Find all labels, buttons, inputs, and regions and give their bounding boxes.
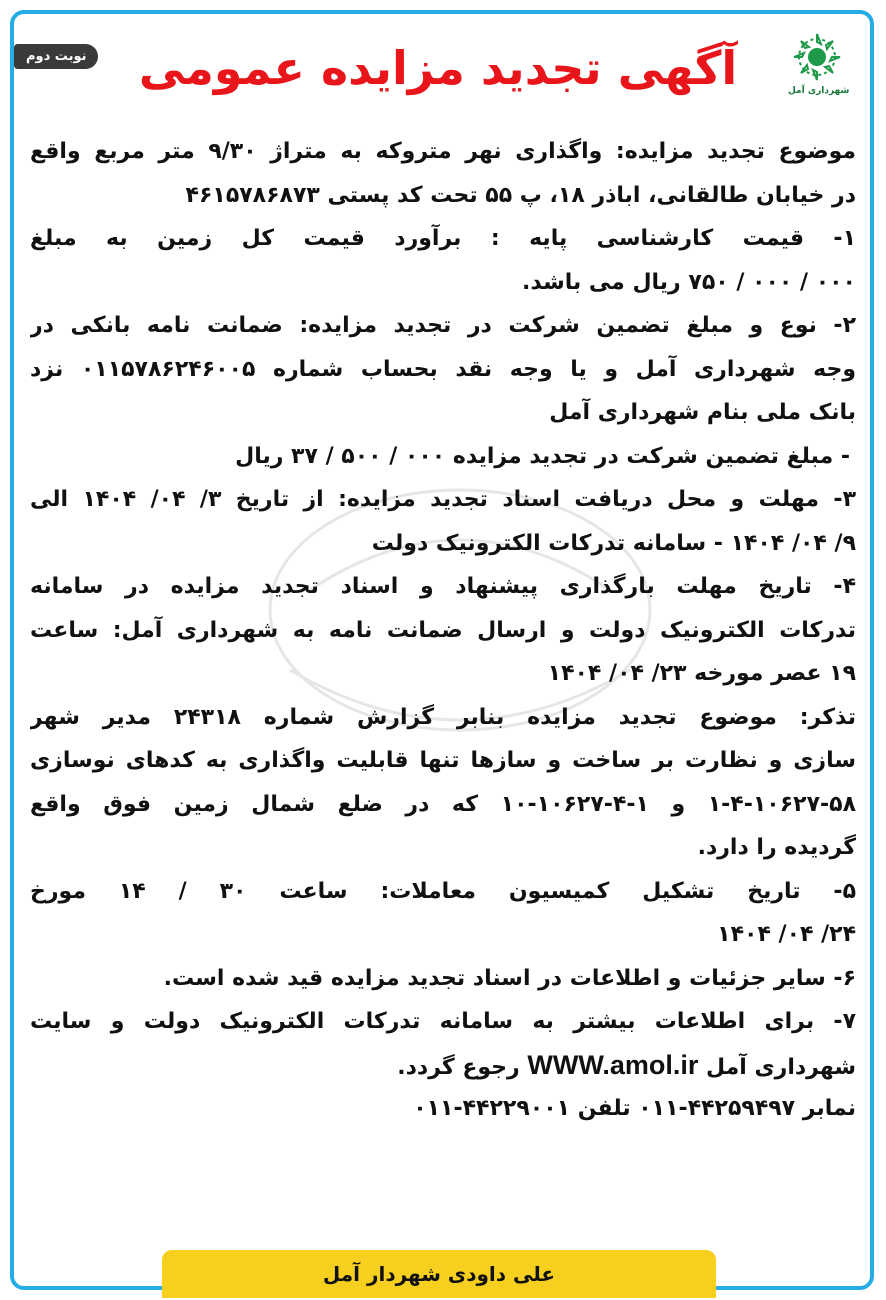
notice-body: [30, 130, 856, 1131]
body-line: ۱۹ عصر مورخه ۲۳/ ۰۴/ ۱۴۰۴: [547, 661, 856, 686]
website-line: [30, 1044, 856, 1088]
body-line: ۲- نوع و مبلغ تضمین شرکت در تجدید مزایده: ضمانت نامه بانکی در: [30, 313, 856, 338]
body-line: ۴- تاریخ مهلت بارگذاری پیشنهاد و اسناد تجدید مزایده در سامانه: [30, 574, 856, 599]
body-line: ۷- برای اطلاعات بیشتر به سامانه تدرکات الکترونیک دولت و سایت: [30, 1009, 856, 1034]
website-prefix: شهرداری آمل: [706, 1054, 856, 1080]
body-line: - مبلغ تضمین شرکت در تجدید مزایده ۰۰۰ / ۵۰۰ / ۳۷ ریال: [235, 443, 850, 469]
logo-caption: شهرداری آمل: [788, 86, 850, 96]
body-line: بانک ملی بنام شهرداری آمل: [549, 400, 856, 425]
body-line: ۱-۴-۱۰۶۲۷-۵۸ و ۱-۴-۱۰۶۲۷-۱۰ که در ضلع شمال زمین فوق واقع: [30, 791, 856, 817]
website-link[interactable]: WWW.amol.ir: [527, 1049, 699, 1080]
body-line: سازی و نظارت بر ساخت و سازها تنها قابلیت واگذاری به کدهای نوسازی: [30, 748, 856, 773]
body-line: ۰۰۰ / ۰۰۰ / ۷۵۰ ریال می باشد.: [522, 269, 856, 295]
body-line: ۱- قیمت کارشناسی پایه : برآورد قیمت کل زمین به مبلغ: [30, 226, 856, 251]
body-line: تذکر: موضوع تجدید مزایده بنابر گزارش شماره ۲۴۳۱۸ مدیر شهر: [30, 704, 856, 730]
body-line: ۶- سایر جزئیات و اطلاعات در اسناد تجدید مزایده قید شده است.: [163, 965, 856, 991]
contact-line: نمابر ۴۴۲۵۹۴۹۷-۰۱۱ تلفن ۴۴۲۲۹۰۰۱-۰۱۱: [413, 1096, 856, 1121]
signature-bar: علی داودی شهردار آمل: [162, 1250, 716, 1298]
body-line: در خیابان طالقانی، اباذر ۱۸، پ ۵۵ تحت کد پستی ۴۶۱۵۷۸۶۸۷۳: [185, 182, 856, 208]
body-line: ۹/ ۰۴/ ۱۴۰۴ - سامانه تدرکات الکترونیک دولت: [371, 530, 856, 556]
page-title: آگهی تجدید مزایده عمومی: [138, 41, 738, 95]
body-line: ۵- تاریخ تشکیل کمیسیون معاملات: ساعت ۳۰ / ۱۴ مورخ: [30, 878, 856, 904]
body-line: ۲۴/ ۰۴/ ۱۴۰۴: [717, 922, 856, 947]
municipality-logo: [788, 30, 850, 100]
body-line: وجه شهرداری آمل و یا وجه نقد بحساب شماره ۰۱۱۵۷۸۶۲۴۶۰۰۵ نزد: [30, 356, 856, 382]
publication-round-badge: نوبت دوم: [14, 44, 98, 69]
amol-emblem-icon: [790, 30, 844, 84]
body-line: ۳- مهلت و محل دریافت اسناد تجدید مزایده: از تاریخ ۳/ ۰۴/ ۱۴۰۴ الی: [30, 487, 856, 512]
website-suffix: رجوع گردد.: [397, 1054, 520, 1080]
body-line: گردیده را دارد.: [697, 835, 856, 860]
body-line: تدرکات الکترونیک دولت و ارسال ضمانت نامه به شهرداری آمل: ساعت: [30, 617, 856, 643]
body-line: موضوع تجدید مزایده: واگذاری نهر متروکه به متراژ ۹/۳۰ متر مربع واقع: [30, 139, 856, 164]
